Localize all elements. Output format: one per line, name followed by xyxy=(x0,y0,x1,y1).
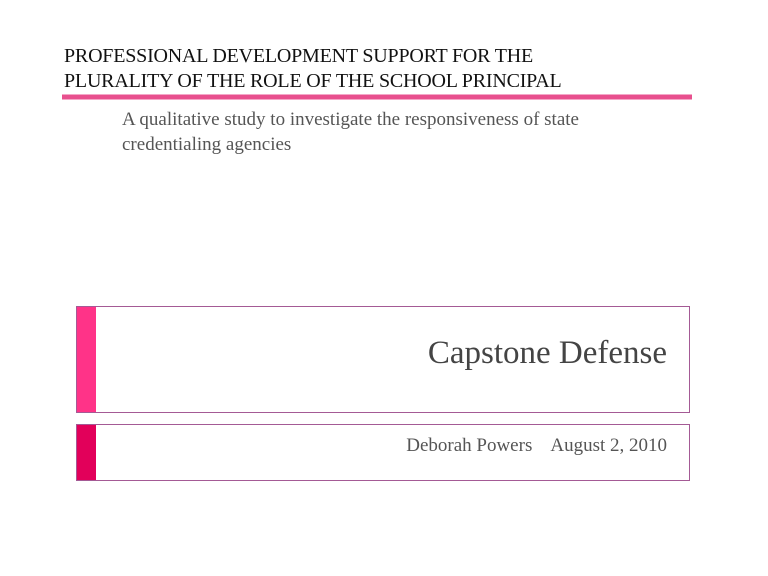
title-underline-divider xyxy=(62,94,692,100)
title-box-accent-bar xyxy=(77,307,96,412)
author-name: Deborah Powers xyxy=(406,435,533,456)
presentation-heading: Capstone Defense xyxy=(427,335,667,371)
slide-subtitle: A qualitative study to investigate the responsiveness of state credentialing agencies xyxy=(122,109,579,155)
presentation-date: August 2, 2010 xyxy=(550,435,667,456)
author-box-accent-bar xyxy=(77,425,96,480)
slide-title xyxy=(64,44,704,94)
title-line-1: PROFESSIONAL DEVELOPMENT SUPPORT FOR THE xyxy=(64,45,534,67)
title-box xyxy=(76,306,690,413)
title-line-2: PLURALITY OF THE ROLE OF THE SCHOOL PRINCIPAL xyxy=(64,70,562,92)
author-date-box xyxy=(76,424,690,481)
author-date-line xyxy=(406,434,667,458)
